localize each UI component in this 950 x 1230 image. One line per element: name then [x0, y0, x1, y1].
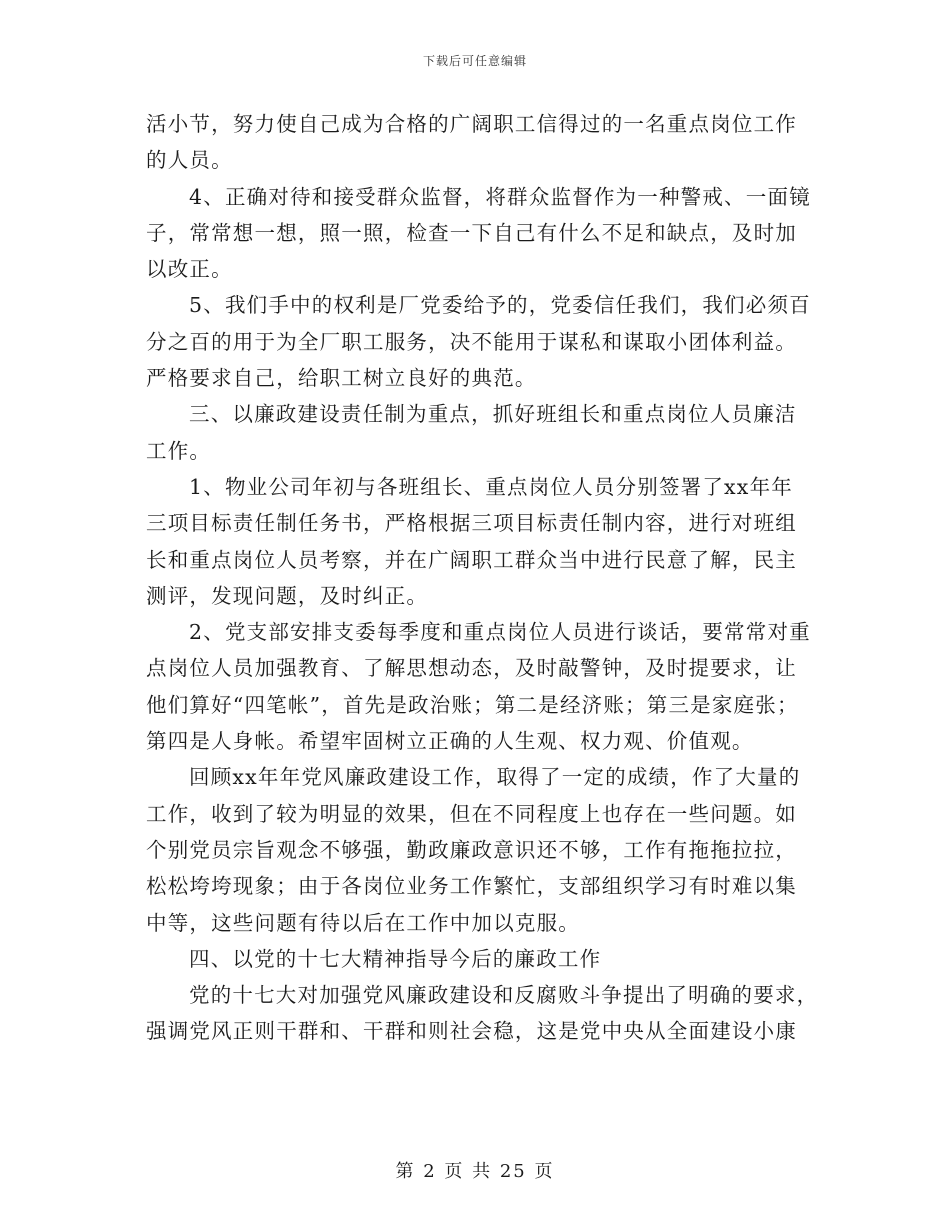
text-line: 长和重点岗位人员考察，并在广阔职工群众当中进行民意了解，民主 — [146, 547, 797, 572]
text-line: 严格要求自己，给职工树立良好的典范。 — [146, 366, 537, 391]
text-line: 第四是人身帐。希望牢固树立正确的人生观、权力观、价值观。 — [146, 729, 754, 754]
text-line: 三、以廉政建设责任制为重点，抓好班组长和重点岗位人员廉洁 — [189, 402, 797, 427]
text-line: 测评，发现问题，及时纠正。 — [146, 583, 429, 608]
text-line: 中等，这些问题有待以后在工作中加以克服。 — [146, 910, 580, 935]
text-line: 松松垮垮现象；由于各岗位业务工作繁忙，支部组织学习有时难以集 — [146, 874, 797, 899]
text-line: 活小节，努力使自己成为合格的广阔职工信得过的一名重点岗位工作 — [146, 112, 797, 136]
text-line: 1、物业公司年初与各班组长、重点岗位人员分别签署了xx年年 — [189, 474, 793, 499]
text-line: 他们算好“四笔帐”，首先是政治账；第二是经济账；第三是家庭张； — [146, 692, 799, 717]
text-line: 4、正确对待和接受群众监督，将群众监督作为一种警戒、一面镜 — [189, 184, 811, 209]
document-body — [146, 106, 819, 1050]
text-line: 工作，收到了较为明显的效果，但在不同程度上也存在一些问题。如 — [146, 801, 797, 826]
text-line: 回顾xx年年党风廉政建设工作，取得了一定的成绩，作了大量的 — [189, 765, 801, 790]
text-line: 个别党员宗旨观念不够强，勤政廉政意识还不够，工作有拖拖拉拉， — [146, 837, 797, 862]
page-footer: 第 2 页 共 25 页 — [395, 1161, 555, 1182]
text-line: 工作。 — [146, 438, 212, 463]
text-line: 2、党支部安排支委每季度和重点岗位人员进行谈话，要常常对重 — [189, 620, 811, 645]
text-line: 5、我们手中的权利是厂党委给予的，党委信任我们，我们必须百 — [189, 293, 811, 318]
text-line: 党的十七大对加强党风廉政建设和反腐败斗争提出了明确的要求， — [189, 983, 819, 1008]
text-line: 点岗位人员加强教育、了解思想动态，及时敲警钟，及时提要求，让 — [146, 656, 797, 681]
text-line: 子，常常想一想，照一照，检查一下自己有什么不足和缺点，及时加 — [146, 220, 797, 245]
text-line: 强调党风正则干群和、干群和则社会稳，这是党中央从全面建设小康 — [146, 1019, 797, 1044]
text-line: 三项目标责任制任务书，严格根据三项目标责任制内容，进行对班组 — [146, 511, 797, 536]
text-line: 以改正。 — [146, 257, 233, 282]
text-line: 分之百的用于为全厂职工服务，决不能用于谋私和谋取小团体利益。 — [146, 329, 797, 354]
text-line: 的人员。 — [146, 148, 233, 173]
text-line: 四、以党的十七大精神指导今后的廉政工作 — [189, 946, 602, 971]
page-header: 下载后可任意编辑 — [422, 54, 527, 68]
